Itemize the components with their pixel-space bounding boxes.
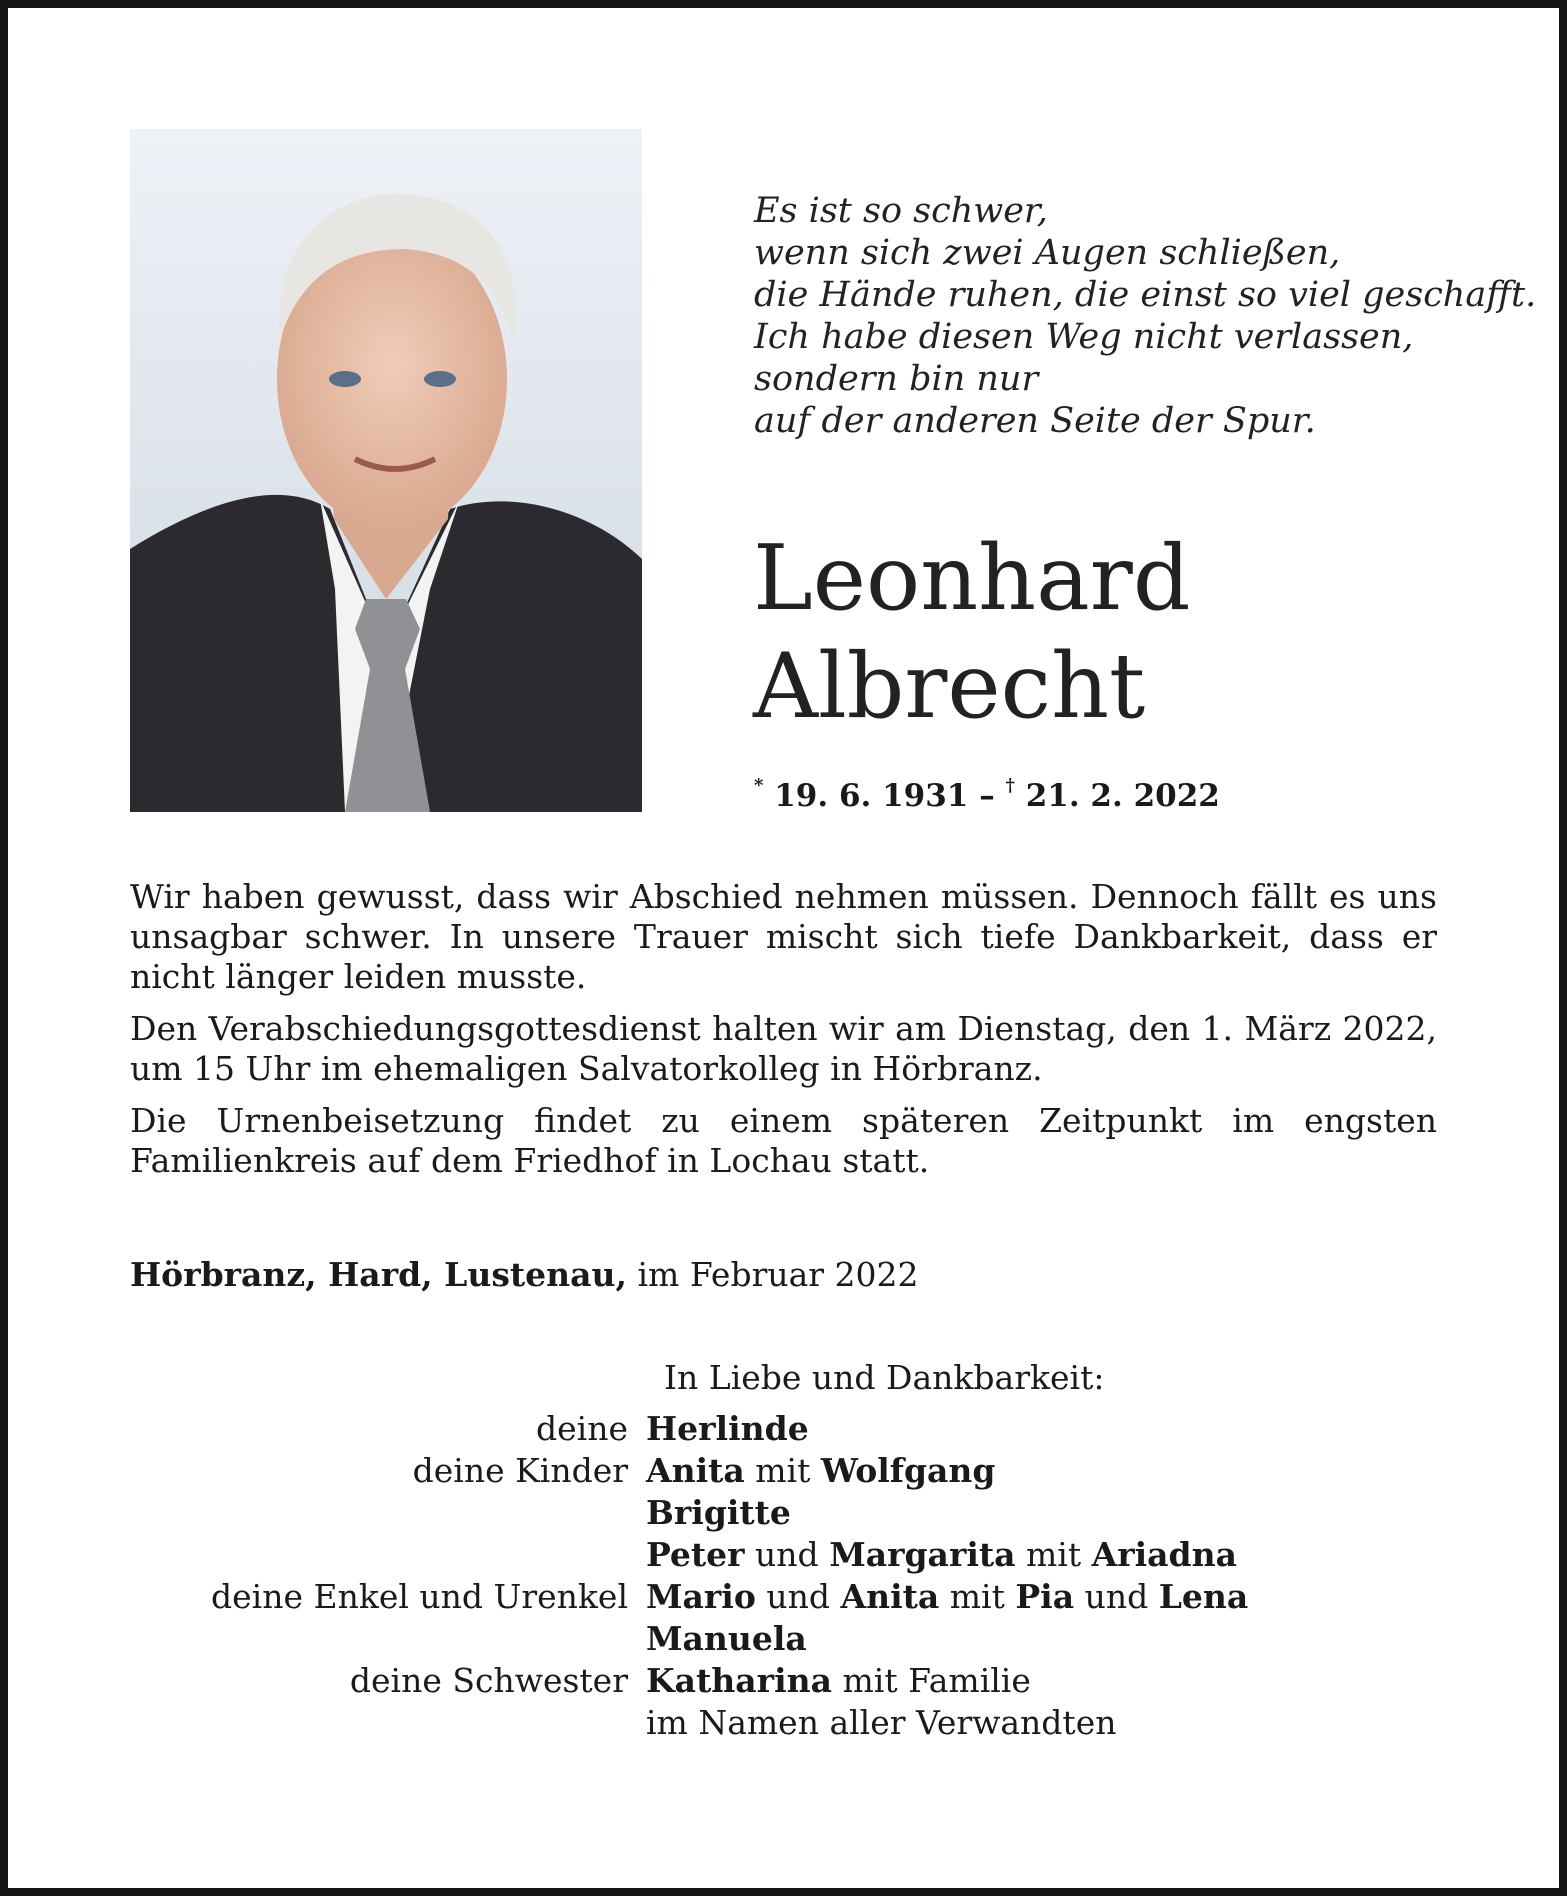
signer-name: Ariadna <box>1091 1535 1237 1574</box>
deceased-name <box>753 525 1190 741</box>
death-symbol: † <box>1005 774 1015 796</box>
signer-name: Manuela <box>646 1619 807 1658</box>
signer-connector: mit <box>744 1451 821 1490</box>
poem-line: Ich habe diesen Weg nicht verlassen, <box>754 317 1414 357</box>
poem-line: Es ist so schwer, <box>754 191 1048 231</box>
signer-relation: deine <box>536 1409 628 1448</box>
signer-names <box>646 1576 1248 1618</box>
poem-line: auf der anderen Seite der Spur. <box>754 401 1316 441</box>
poem-line: wenn sich zwei Augen schließen, <box>754 233 1341 273</box>
signer-names <box>646 1702 1116 1744</box>
signer-row <box>130 1408 1437 1450</box>
signer-names <box>646 1534 1237 1576</box>
signer-relation <box>130 1534 646 1576</box>
death-date: 21. 2. 2022 <box>1025 778 1220 814</box>
life-dates <box>754 774 1220 814</box>
signer-connector: und <box>744 1535 830 1574</box>
first-name: Leonhard <box>753 526 1191 631</box>
birth-date: 19. 6. 1931 <box>774 778 969 814</box>
signer-name: Herlinde <box>646 1409 809 1448</box>
places: Hörbranz, Hard, Lustenau, <box>130 1255 627 1294</box>
portrait-photo-icon <box>130 129 642 812</box>
last-name: Albrecht <box>753 634 1146 739</box>
poem-line: die Hände ruhen, die einst so viel geschafft. <box>754 275 1537 315</box>
signer-relation <box>130 1618 646 1660</box>
signer-name: Peter <box>646 1535 745 1574</box>
signer-name: Brigitte <box>646 1493 791 1532</box>
place-date-line <box>130 1255 919 1295</box>
signer-row <box>130 1450 1437 1492</box>
signer-connector: mit <box>1015 1535 1092 1574</box>
signer-name: Lena <box>1158 1577 1249 1616</box>
signer-connector: und <box>1074 1577 1159 1616</box>
paragraph: Wir haben gewusst, dass wir Abschied nehmen müssen. Dennoch fällt es uns unsagbar schwer. In unsere Trauer mischt sich tiefe Dankbarkeit, dass er nicht länger leiden musste. <box>130 877 1437 996</box>
signer-connector: im Namen aller Verwandten <box>646 1703 1117 1742</box>
signer-name: Anita <box>646 1451 745 1490</box>
signer-name: Mario <box>646 1577 756 1616</box>
paragraph: Den Verabschiedungsgottesdienst halten wir am Dienstag, den 1. März 2022, um 15 Uhr im ehemaligen Salvatorkolleg in Hörbranz. <box>130 1009 1437 1088</box>
signer-connector: mit <box>939 1577 1016 1616</box>
poem-line: sondern bin nur <box>754 359 1039 399</box>
signer-name: Margarita <box>829 1535 1016 1574</box>
signer-row <box>130 1618 1437 1660</box>
signer-row <box>130 1492 1437 1534</box>
signer-relation: deine Kinder <box>412 1451 628 1490</box>
signer-connector: und <box>755 1577 841 1616</box>
signer-relation: deine Schwester <box>349 1661 628 1700</box>
paragraph: Die Urnenbeisetzung findet zu einem späteren Zeitpunkt im engsten Familienkreis auf dem Friedhof in Lochau statt. <box>130 1101 1437 1180</box>
signers-list <box>130 1408 1437 1744</box>
signer-relation <box>130 1492 646 1534</box>
birth-symbol: * <box>754 774 764 796</box>
place-date: im Februar 2022 <box>637 1255 919 1294</box>
signer-names <box>646 1660 1031 1702</box>
signer-names <box>646 1492 791 1534</box>
signer-relation <box>130 1702 646 1744</box>
date-separator: – <box>979 778 995 814</box>
signer-row <box>130 1660 1437 1702</box>
signer-name: Anita <box>840 1577 940 1616</box>
signer-names <box>646 1450 996 1492</box>
signer-name: Wolfgang <box>820 1451 996 1490</box>
signer-relation: deine Enkel und Urenkel <box>211 1577 628 1616</box>
signer-names <box>646 1408 809 1450</box>
signer-row <box>130 1702 1437 1744</box>
signoff-heading: In Liebe und Dankbarkeit: <box>664 1358 1105 1397</box>
signer-row <box>130 1576 1437 1618</box>
signer-connector: mit Familie <box>831 1661 1031 1700</box>
signer-name: Pia <box>1015 1577 1075 1616</box>
signer-row <box>130 1534 1437 1576</box>
announcement-text <box>130 877 1437 1193</box>
signer-names <box>646 1618 807 1660</box>
poem <box>754 190 1536 442</box>
signer-name: Katharina <box>646 1661 832 1700</box>
